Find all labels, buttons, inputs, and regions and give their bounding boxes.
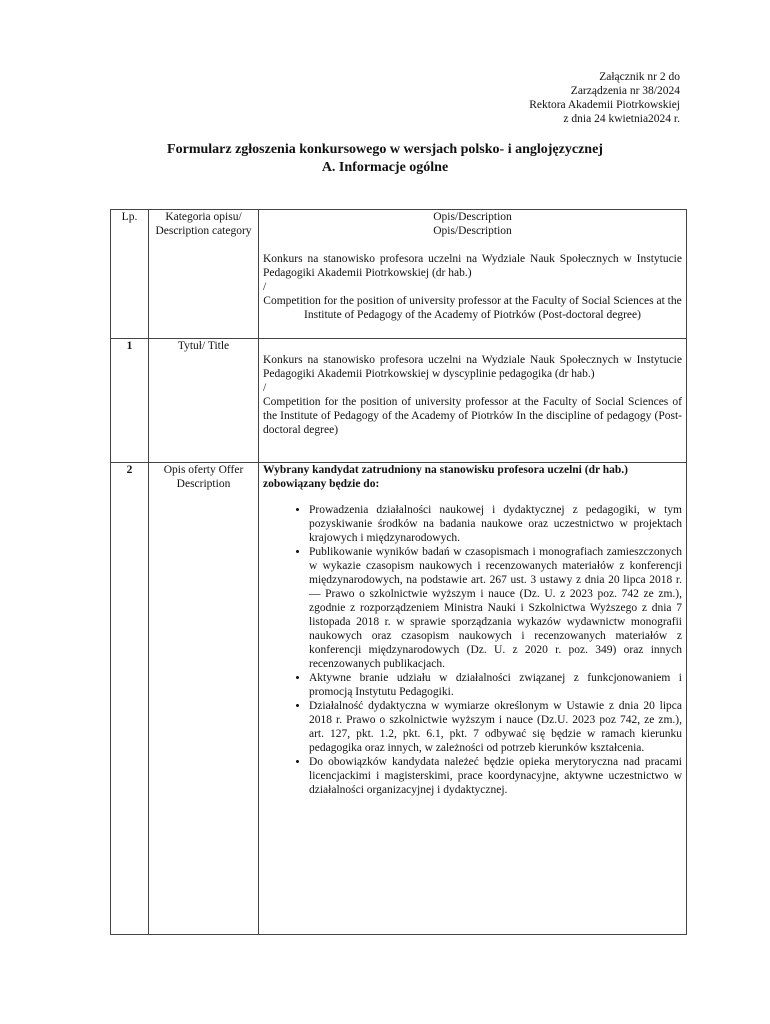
section-heading: A. Informacje ogólne (321, 160, 449, 175)
table-row-title (111, 339, 687, 463)
list-item: • Do obowiązków kandydata należeć będzie opieka merytoryczna nad pracami licencjackimi i magisterskimi, prace koordynacyjne, aktywne uczestnictwo w działalności organizacyjnej i dydaktycznej. (309, 755, 682, 797)
duties-list (263, 503, 682, 797)
row2-description (259, 463, 687, 935)
table-header-row (111, 210, 687, 339)
list-item: • Publikowanie wyników badań w czasopismach i monografiach zamieszczonych w wykazie czasopism naukowych i recenzowanych materiałów z konferencji międzynarodowych, na podstawie art. 267 ust. 3 ustawy z dnia 20 lipca 2018 r. — Prawo o szkolnictwie wyższym i nauce (Dz. U. z 2023 poz. 742 ze zm.), zgodnie z rozporządzeniem Ministra Nauki i Szkolnictwa Wyższego z dnia 7 listopada 2018 r. w sprawie sporządzania wykazów wydawnictw monografii naukowych oraz czasopism naukowych i recenzowanych materiałów z konferencji międzynarodowych (Dz. U. z 2020 r. poz. 349) oraz innych recenzowanych publikacjach. (309, 545, 682, 671)
row1-lp: 1 (111, 339, 149, 463)
header-description (259, 210, 687, 339)
document-title: Formularz zgłoszenia konkursowego w wersjach polsko- i anglojęzycznej (167, 142, 603, 157)
annex-line-4: z dnia 24 kwietnia2024 r. (563, 113, 680, 125)
header-text-pl: Konkurs na stanowisko profesora uczelni na Wydziale Nauk Społecznych w Instytucie Pedagogiki Akademii Piotrkowskiej (dr hab.) (263, 253, 682, 279)
list-item: • Prowadzenia działalności naukowej i dydaktycznej z pedagogiki, w tym pozyskiwanie środków na badania naukowe oraz uczestnictwo w projektach krajowych i międzynarodowych. (309, 503, 682, 545)
row2-lp: 2 (111, 463, 149, 935)
row1-text-en: Competition for the position of university professor at the Faculty of Social Sciences of the Institute of Pedagogy of the Academy of Piotrków In the discipline of pedagogy (Post-doctoral degree) (263, 396, 682, 436)
row2-intro: Wybrany kandydat zatrudniony na stanowisku profesora uczelni (dr hab.) zobowiązany będzie do: (263, 464, 628, 490)
row1-description (259, 339, 687, 463)
annex-line-1: Załącznik nr 2 do (599, 71, 680, 83)
header-text-en: Competition for the position of university professor at the Faculty of Social Sciences at the Institute of Pedagogy of the Academy of Piotrków (Post-doctoral degree) (263, 295, 682, 321)
list-item: • Działalność dydaktyczna w wymiarze określonym w Ustawie z dnia 20 lipca 2018 r. Prawo o szkolnictwie wyższym i nauce (Dz.U. 2023 poz 742, ze zm.), art. 127, pkt. 1.2, pkt. 6.1, pkt. 7 odbywać się będzie w ramach kierunku pedagogika oraz innych, w zależności od potrzeb kierunków kształcenia. (309, 699, 682, 755)
header-desc-2: Opis/Description (433, 225, 512, 237)
row1-text-pl: Konkurs na stanowisko profesora uczelni na Wydziale Nauk Społecznych w Instytucie Pedagogiki Akademii Piotrkowskiej w dyscyplinie pedagogika (dr hab.) (263, 354, 682, 380)
header-desc-1: Opis/Description (433, 211, 512, 223)
row1-category: Tytuł/ Title (149, 339, 259, 463)
annex-line-3: Rektora Akademii Piotrkowskiej (529, 99, 680, 111)
annex-line-2: Zarządzenia nr 38/2024 (570, 85, 680, 97)
annex-note (529, 70, 680, 126)
header-category: Kategoria opisu/ Description category (149, 210, 259, 339)
table-row-offer (111, 463, 687, 935)
row2-category: Opis oferty Offer Description (149, 463, 259, 935)
info-table (110, 209, 687, 935)
list-item: • Aktywne branie udziału w działalności związanej z funkcjonowaniem i promocją Instytutu Pedagogiki. (309, 671, 682, 699)
header-separator: / (263, 281, 267, 293)
header-lp: Lp. (111, 210, 149, 339)
row1-separator: / (263, 382, 267, 394)
